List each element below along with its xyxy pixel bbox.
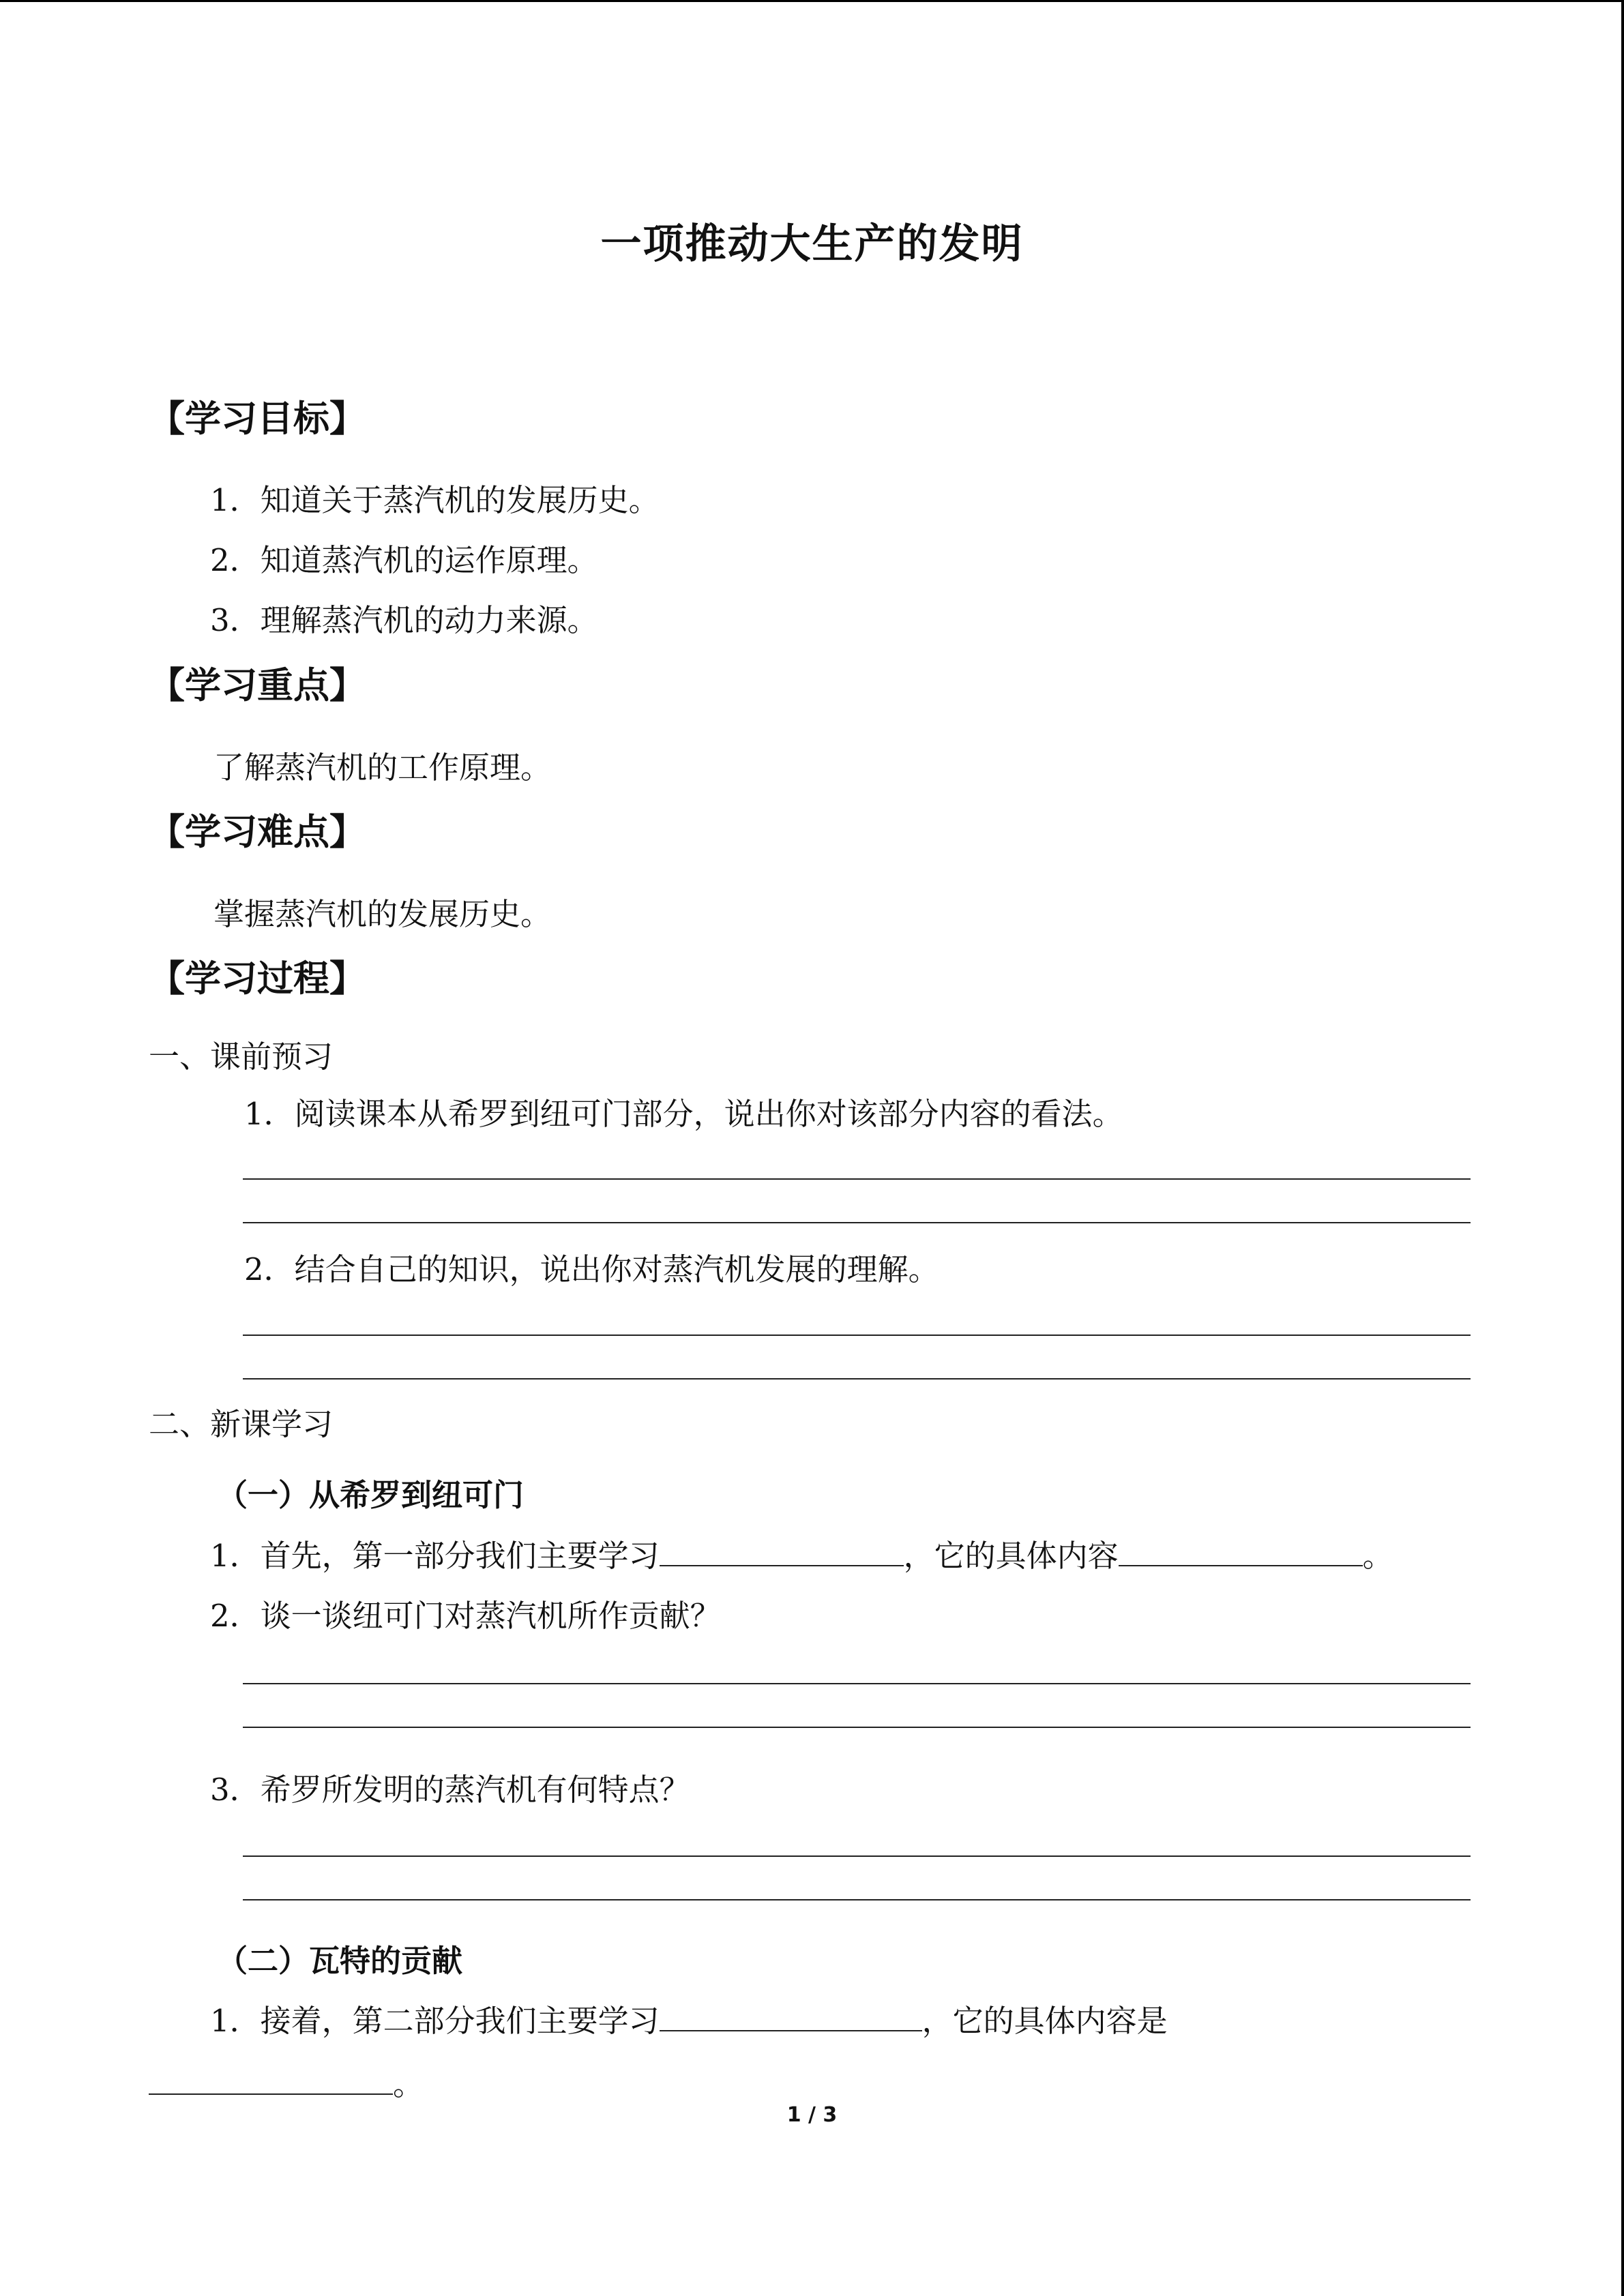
goal-item-2: 2．知道蒸汽机的运作原理。 bbox=[210, 542, 598, 578]
part2-q1-text-a: 1．接着，第二部分我们主要学习 bbox=[210, 2003, 660, 2039]
answer-line[interactable] bbox=[243, 1899, 1471, 1900]
section-heading-key-points: 【学习重点】 bbox=[149, 664, 366, 706]
part2-q1-text-b: ，它的具体内容是 bbox=[921, 2003, 1168, 2039]
part2-question-1-continued bbox=[149, 2059, 424, 2104]
answer-line[interactable] bbox=[243, 1683, 1471, 1684]
page-number: 1 / 3 bbox=[786, 2103, 838, 2127]
answer-line[interactable] bbox=[243, 1222, 1471, 1223]
part2-question-1 bbox=[210, 1996, 1168, 2040]
preview-question-2: 2．结合自己的知识，说出你对蒸汽机发展的理解。 bbox=[244, 1251, 939, 1287]
answer-line[interactable] bbox=[243, 1727, 1471, 1728]
page-right-border bbox=[1621, 0, 1624, 2296]
fill-blank[interactable] bbox=[660, 2000, 922, 2031]
fill-blank[interactable] bbox=[660, 1535, 904, 1566]
goal-item-3: 3．理解蒸汽机的动力来源。 bbox=[210, 602, 598, 638]
answer-line[interactable] bbox=[243, 1335, 1471, 1336]
part1-q1-text-b: ，它的具体内容 bbox=[903, 1538, 1119, 1574]
fill-blank[interactable] bbox=[1119, 1535, 1363, 1566]
answer-line[interactable] bbox=[243, 1378, 1471, 1380]
part1-question-3: 3．希罗所发明的蒸汽机有何特点？ bbox=[210, 1772, 690, 1808]
preview-question-1: 1．阅读课本从希罗到纽可门部分，说出你对该部分内容的看法。 bbox=[244, 1096, 1123, 1132]
page-title: 一项推动大生产的发明 bbox=[600, 220, 1024, 268]
part1-question-2: 2．谈一谈纽可门对蒸汽机所作贡献？ bbox=[210, 1598, 721, 1634]
part2-title: （二）瓦特的贡献 bbox=[217, 1943, 463, 1979]
part1-q1-text-c: 。 bbox=[1362, 1538, 1393, 1574]
part2-q1-text-c: 。 bbox=[393, 2066, 424, 2102]
section-heading-difficulties: 【学习难点】 bbox=[149, 811, 366, 853]
page-top-border bbox=[0, 0, 1624, 2]
part1-question-1 bbox=[210, 1531, 1393, 1575]
fill-blank[interactable] bbox=[149, 2063, 393, 2095]
goal-item-1: 1．知道关于蒸汽机的发展历史。 bbox=[210, 482, 660, 518]
difficulties-text: 掌握蒸汽机的发展历史。 bbox=[213, 896, 552, 932]
answer-line[interactable] bbox=[243, 1855, 1471, 1857]
answer-line[interactable] bbox=[243, 1178, 1471, 1180]
part1-q1-text-a: 1．首先，第一部分我们主要学习 bbox=[210, 1538, 660, 1574]
key-points-text: 了解蒸汽机的工作原理。 bbox=[213, 749, 552, 786]
preview-title: 一、课前预习 bbox=[149, 1039, 334, 1075]
section-heading-goals: 【学习目标】 bbox=[149, 398, 366, 440]
part1-title: （一）从希罗到纽可门 bbox=[217, 1477, 525, 1513]
new-lesson-title: 二、新课学习 bbox=[149, 1406, 334, 1442]
section-heading-process: 【学习过程】 bbox=[149, 957, 366, 1000]
